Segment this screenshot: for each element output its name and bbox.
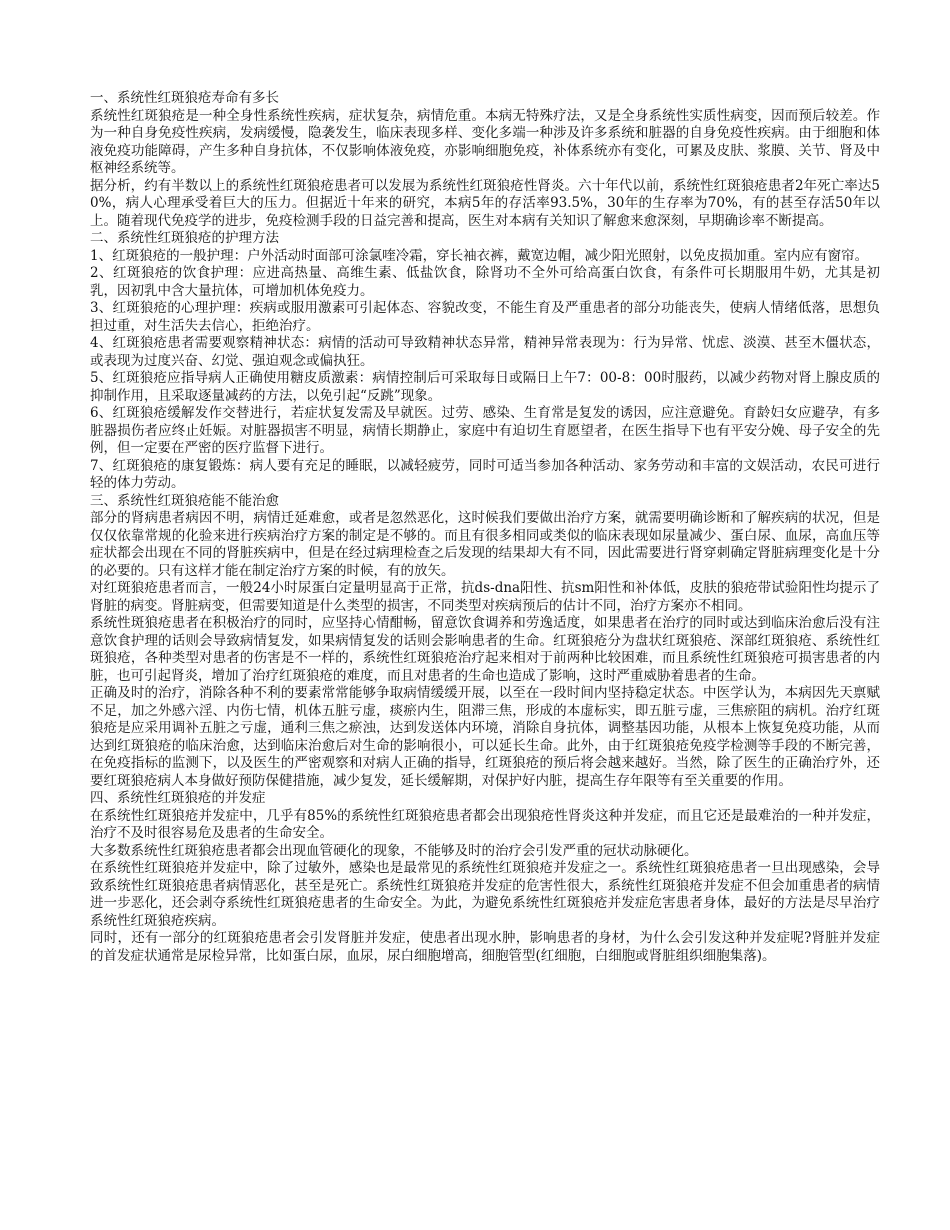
paragraph: 3、红斑狼疮的心理护理：疾病或服用激素可引起体态、容貌改变，不能生育及严重患者的部分功能丧失，使病人情绪低落，思想负担过重，对生活失去信心，拒绝治疗。 bbox=[90, 300, 880, 334]
section-heading: 二、系统性红斑狼疮的护理方法 bbox=[90, 230, 279, 246]
section-heading: 四、系统性红斑狼疮的并发症 bbox=[90, 790, 266, 806]
section-curability bbox=[90, 493, 880, 791]
paragraph: 7、红斑狼疮的康复锻炼：病人要有充足的睡眠，以减轻疲劳，同时可适当参加各种活动、家务劳动和丰富的文娱活动，农民可进行轻的体力劳动。 bbox=[90, 457, 880, 491]
paragraph: 1、红斑狼疮的一般护理：户外活动时面部可涂氯喹冷霜，穿长袖衣裤，戴宽边帽，减少阳光照射，以免皮损加重。室内应有窗帘。 bbox=[90, 247, 869, 264]
paragraph: 对红斑狼疮患者而言，一般24小时尿蛋白定量明显高于正常，抗ds-dna阳性、抗sm阳性和补体低，皮肤的狼疮带试验阳性均提示了肾脏的病变。肾脏病变，但需要知道是什么类型的损害，不同类型对疾病预后的估计不同，治疗方案亦不相同。 bbox=[90, 580, 880, 614]
document-body bbox=[90, 90, 880, 965]
paragraph: 同时，还有一部分的红斑狼疮患者会引发肾脏并发症，使患者出现水肿，影响患者的身材，为什么会引发这种并发症呢?肾脏并发症的首发症状通常是尿检异常，比如蛋白尿，血尿，尿白细胞增高，细胞管型(红细胞，白细胞或肾脏组织细胞集落)。 bbox=[90, 930, 880, 964]
section-lifespan bbox=[90, 90, 880, 230]
paragraph: 5、红斑狼疮应指导病人正确使用糖皮质激素：病情控制后可采取每日或隔日上午7：00-8：00时服药，以减少药物对肾上腺皮质的抑制作用，且采取逐量减药的方法，以免引起“反跳”现象。 bbox=[90, 370, 880, 404]
paragraph: 在系统性红斑狼疮并发症中，几乎有85%的系统性红斑狼疮患者都会出现狼疮性肾炎这种并发症，而且它还是最难治的一种并发症，治疗不及时很容易危及患者的生命安全。 bbox=[90, 807, 880, 841]
section-nursing bbox=[90, 230, 880, 493]
paragraph: 大多数系统性红斑狼疮患者都会出现血管硬化的现象，不能够及时的治疗会引发严重的冠状动脉硬化。 bbox=[90, 842, 698, 859]
paragraph: 4、红斑狼疮患者需要观察精神状态：病情的活动可导致精神状态异常，精神异常表现为：行为异常、忧虑、淡漠、甚至木僵状态，或表现为过度兴奋、幻觉、强迫观念或偏执狂。 bbox=[90, 335, 880, 369]
paragraph: 2、红斑狼疮的饮食护理：应进高热量、高维生素、低盐饮食，除肾功不全外可给高蛋白饮食，有条件可长期服用牛奶，尤其是初乳，因初乳中含大量抗体，可增加机体免疫力。 bbox=[90, 265, 880, 299]
paragraph: 据分析，约有半数以上的系统性红斑狼疮患者可以发展为系统性红斑狼疮性肾炎。六十年代以前，系统性红斑狼疮患者2年死亡率达50%，病人心理承受着巨大的压力。但据近十年来的研究，本病5年的存活率93.5%，30年的生存率为70%，有的甚至存活50年以上。随着现代免疫学的进步，免疫检测手段的日益完善和提高，医生对本病有关知识了解愈来愈深刻，早期确诊率不断提高。 bbox=[90, 177, 880, 229]
section-heading: 一、系统性红斑狼疮寿命有多长 bbox=[90, 90, 279, 106]
paragraph: 系统性红斑狼疮是一种全身性系统性疾病，症状复杂，病情危重。本病无特殊疗法，又是全身系统性实质性病变，因而预后较差。作为一种自身免疫性疾病，发病缓慢，隐袭发生，临床表现多样、变化多端一种涉及许多系统和脏器的自身免疫性疾病。由于细胞和体液免疫功能障碍，产生多种自身抗体，不仅影响体液免疫，亦影响细胞免疫，补体系统亦有变化，可累及皮肤、浆膜、关节、肾及中枢神经系统等。 bbox=[90, 107, 880, 176]
paragraph: 正确及时的治疗，消除各种不利的要素常常能够争取病情缓缓开展，以至在一段时间内坚持稳定状态。中医学认为，本病因先天禀赋不足，加之外感六淫、内伤七情，机体五脏亏虚，痰瘀内生，阻滞三焦，形成的本虚标实，即五脏亏虚，三焦瘀阻的病机。治疗红斑狼疮是应采用调补五脏之亏虚，通利三焦之瘀浊，达到发送体内环境，消除自身抗体，调整基因功能，从根本上恢复免疫功能，从而达到红斑狼疮的临床治愈，达到临床治愈后对生命的影响很小，可以延长生命。此外，由于红斑狼疮免疫学检测等手段的不断完善，在免疫指标的监测下，以及医生的严密观察和对病人正确的指导，红斑狼疮的预后将会越来越好。当然，除了医生的正确治疗外，还要红斑狼疮病人本身做好预防保健措施，减少复发，延长缓解期，对保护好内脏，提高生存年限等有至关重要的作用。 bbox=[90, 685, 880, 789]
paragraph: 系统性斑狼疮患者在积极治疗的同时，应坚持心情酣畅，留意饮食调养和劳逸适度，如果患者在治疗的同时或达到临床治愈后没有注意饮食护理的话则会导致病情复发，如果病情复发的话则会影响患者的生命。红斑狼疮分为盘状红斑狼疮、深部红斑狼疮、系统性红斑狼疮，各种类型对患者的伤害是不一样的，系统性红斑狼疮治疗起来相对于前两种比较困难，而且系统性红斑狼疮可损害患者的内脏，也可引起肾炎，增加了治疗红斑狼疮的难度，而且对患者的生命也造成了影响，这时严重威胁着患者的生命。 bbox=[90, 615, 880, 684]
section-complications bbox=[90, 790, 880, 965]
paragraph: 部分的肾病患者病因不明，病情迁延难愈，或者是忽然恶化，这时候我们要做出治疗方案，就需要明确诊断和了解疾病的状况，但是仅仅依靠常规的化验来进行疾病治疗方案的制定是不够的。而且有很多相同或类似的临床表现如尿量减少、蛋白尿、血尿，高血压等症状都会出现在不同的肾脏疾病中，但是在经过病理检查之后发现的结果却大有不同，因此需要进行肾穿刺确定肾脏病理变化是十分的必要的。只有这样才能在制定治疗方案的时候，有的放矢。 bbox=[90, 510, 880, 579]
section-heading: 三、系统性红斑狼疮能不能治愈 bbox=[90, 492, 279, 509]
paragraph: 在系统性红斑狼疮并发症中，除了过敏外，感染也是最常见的系统性红斑狼疮并发症之一。系统性红斑狼疮患者一旦出现感染，会导致系统性红斑狼疮患者病情恶化，甚至是死亡。系统性红斑狼疮并发症的危害性很大，系统性红斑狼疮并发症不但会加重患者的病情进一步恶化，还会剥夺系统性红斑狼疮患者的生命安全。为此，为避免系统性红斑狼疮并发症危害患者身体，最好的方法是尽早治疗系统性红斑狼疮疾病。 bbox=[90, 860, 880, 929]
paragraph: 6、红斑狼疮缓解发作交替进行，若症状复发需及早就医。过劳、感染、生育常是复发的诱因，应注意避免。育龄妇女应避孕，有多脏器损伤者应终止妊娠。对脏器损害不明显，病情长期静止，家庭中有迫切生育愿望者，在医生指导下也有平安分娩、母子安全的先例，但一定要在严密的医疗监督下进行。 bbox=[90, 405, 880, 456]
